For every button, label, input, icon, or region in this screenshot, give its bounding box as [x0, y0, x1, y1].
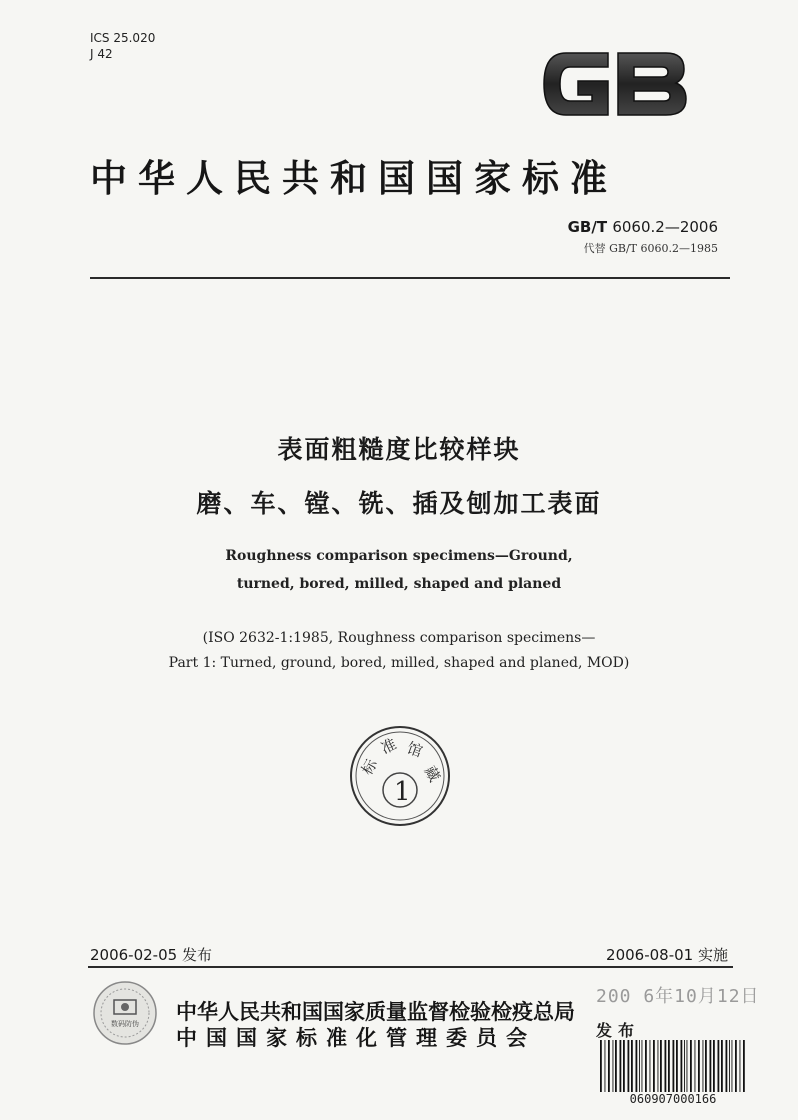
barcode-bar: [639, 1040, 640, 1092]
barcode-bar: [690, 1040, 692, 1092]
barcode-bar: [687, 1040, 688, 1092]
title-cn-line2: 磨、车、镗、铣、插及刨加工表面: [196, 489, 602, 518]
iso-reference-line1: (ISO 2632-1:1985, Roughness comparison specimens—: [202, 630, 596, 646]
barcode-bar: [660, 1040, 662, 1092]
barcode-bar: [650, 1040, 651, 1092]
seal-char-3: 馆: [404, 738, 425, 761]
barcode-bar: [600, 1040, 602, 1092]
barcode-bar: [623, 1040, 625, 1092]
barcode-bar: [729, 1040, 730, 1092]
header-divider: [90, 277, 730, 279]
replaces-note: 代替 GB/T 6060.2—1985: [583, 242, 718, 255]
footer-divider: [88, 966, 733, 968]
seal-char-1: 标: [357, 755, 381, 778]
svg-text:GB: GB: [538, 45, 540, 46]
barcode-bar: [645, 1040, 647, 1092]
issuer-line1: 中华人民共和国国家质量监督检验检疫总局: [176, 1000, 575, 1024]
title-en-line2: turned, bored, milled, shaped and planed: [236, 576, 562, 592]
barcode-bar: [676, 1040, 678, 1092]
receipt-date-stamp: 200 6年10月12日: [596, 986, 760, 1007]
barcode-bar: [713, 1040, 715, 1092]
seal-number: 1: [394, 777, 411, 807]
national-standard-title: 中华人民共和国国家标准: [90, 157, 618, 200]
barcode-bar: [735, 1040, 737, 1092]
barcode-bar: [703, 1040, 704, 1092]
ics-code: ICS 25.020: [90, 31, 156, 45]
barcode-bar: [684, 1040, 685, 1092]
barcode-bar: [615, 1040, 617, 1092]
emblem-label: 数码防伪: [111, 1020, 139, 1028]
seal-char-4: 藏: [420, 763, 444, 786]
barcode-bar: [631, 1040, 633, 1092]
implement-date: 2006-08-01 实施: [606, 946, 728, 964]
barcode-bar: [636, 1040, 638, 1092]
title-cn-line1: 表面粗糙度比较样块: [277, 435, 521, 464]
ccs-code: J 42: [90, 47, 113, 61]
barcode-bar: [740, 1040, 741, 1092]
barcode-bar: [608, 1040, 610, 1092]
barcode-bar: [710, 1040, 712, 1092]
barcode-bar: [628, 1040, 630, 1092]
barcode-bar: [721, 1040, 723, 1092]
library-seal: [348, 724, 452, 828]
issue-label: 发布: [596, 1021, 641, 1040]
title-en-line1: Roughness comparison specimens—Ground,: [225, 548, 573, 564]
barcode-bar: [726, 1040, 728, 1092]
barcode-bar: [695, 1040, 696, 1092]
gb-logo: [538, 45, 690, 123]
barcode-bar: [743, 1040, 745, 1092]
standard-code: 6060.2—2006: [612, 218, 718, 236]
barcode: [598, 1040, 748, 1092]
barcode-bar: [705, 1040, 707, 1092]
issuer-line2: 中国国家标准化管理委员会: [176, 1026, 536, 1050]
barcode-bar: [642, 1040, 643, 1092]
barcode-bar: [620, 1040, 622, 1092]
barcode-bar: [613, 1040, 614, 1092]
publish-date: 2006-02-05 发布: [90, 946, 212, 964]
barcode-bar: [673, 1040, 675, 1092]
barcode-bar: [668, 1040, 670, 1092]
standard-number: [568, 218, 718, 236]
barcode-bar: [653, 1040, 655, 1092]
barcode-bar: [665, 1040, 667, 1092]
anti-counterfeit-emblem: [92, 980, 158, 1046]
barcode-bar: [658, 1040, 659, 1092]
barcode-bar: [605, 1040, 606, 1092]
seal-char-2: 准: [378, 734, 400, 758]
standard-prefix: GB/T: [567, 218, 608, 236]
barcode-bar: [698, 1040, 700, 1092]
iso-reference-line2: Part 1: Turned, ground, bored, milled, shaped and planed, MOD): [168, 655, 630, 671]
barcode-number: 060907000166: [629, 1092, 717, 1106]
classification-codes: [90, 30, 155, 62]
barcode-bar: [681, 1040, 683, 1092]
barcode-bar: [732, 1040, 733, 1092]
barcode-bar: [718, 1040, 720, 1092]
